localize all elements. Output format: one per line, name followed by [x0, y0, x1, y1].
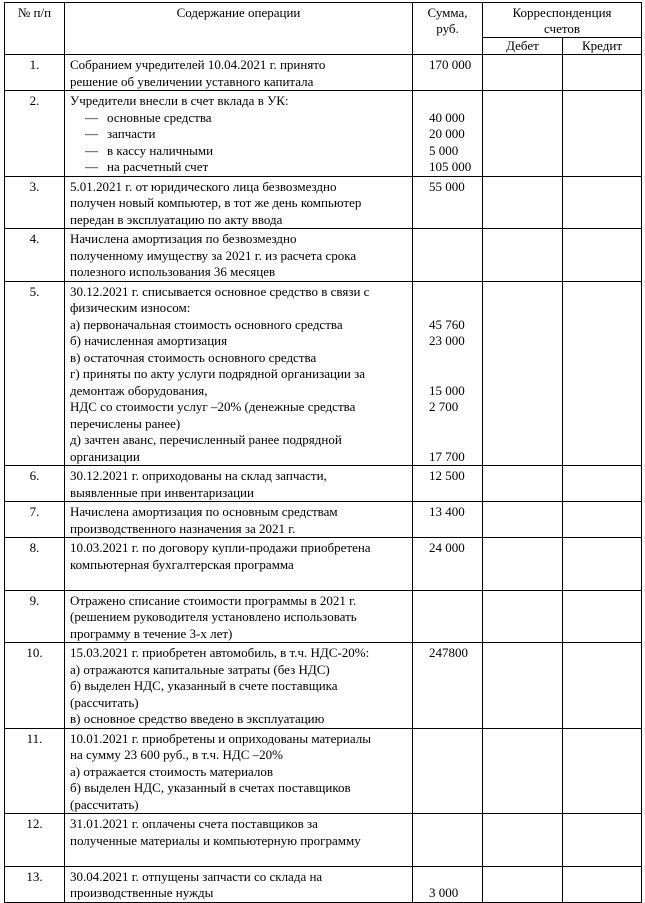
sum-value: [429, 833, 479, 850]
credit-cell[interactable]: [563, 281, 642, 466]
row-number: 12.: [5, 814, 65, 867]
sum-value: [429, 416, 479, 433]
debit-cell[interactable]: [483, 55, 563, 91]
sum-value: [429, 747, 479, 764]
row-number: 13.: [5, 866, 65, 902]
description-line: программу в течение 3-х лет): [70, 625, 233, 641]
debit-cell[interactable]: [483, 538, 563, 591]
table-row: [5, 866, 642, 902]
operation-sum: [413, 466, 483, 502]
table-row: [5, 176, 642, 229]
sum-value: 55 000: [429, 178, 465, 194]
operation-sum: [413, 538, 483, 591]
sum-value: [429, 764, 479, 781]
description-line: передан в эксплуатацию по акту ввода: [70, 211, 283, 227]
description-line: Начислена амортизация по безвозмездно: [70, 231, 297, 246]
sum-value: 105 000: [429, 159, 472, 174]
sum-value: [429, 626, 479, 643]
row-number: 7.: [5, 502, 65, 538]
row-number: 8.: [5, 538, 65, 591]
sum-value: 24 000: [429, 540, 465, 555]
sum-value: [429, 731, 479, 748]
row-number: 5.: [5, 281, 65, 466]
sum-value: [429, 432, 479, 449]
row-number: 6.: [5, 466, 65, 502]
header-debit: Дебет: [483, 38, 563, 55]
description-line: 15.03.2021 г. приобретен автомобиль, в т.ч. НДС-20%:: [70, 645, 370, 660]
debit-cell[interactable]: [483, 229, 563, 282]
credit-cell[interactable]: [563, 55, 642, 91]
operation-sum: [413, 814, 483, 867]
description-line: на сумму 23 600 руб., в т.ч. НДС –20%: [70, 747, 284, 762]
operation-sum: [413, 55, 483, 91]
description-line: полезного использования 36 месяцев: [70, 264, 276, 279]
description-line: д) зачтен аванс, перечисленный ранее подрядной: [70, 432, 342, 447]
operation-sum: [413, 281, 483, 466]
sum-value: [429, 74, 479, 91]
sum-value: 13 400: [429, 504, 465, 519]
header-sum: Сумма, руб.: [413, 3, 483, 55]
description-line: в) остаточная стоимость основного средства: [70, 349, 317, 365]
sum-value: 15 000: [429, 382, 465, 398]
description-line: (решением руководителя установлено использовать: [70, 609, 357, 624]
table-row: [5, 814, 642, 867]
row-number: 4.: [5, 229, 65, 282]
description-line: демонтаж оборудования,: [70, 382, 208, 398]
table-row: [5, 229, 642, 282]
row-number: 9.: [5, 590, 65, 643]
row-number: 10.: [5, 643, 65, 729]
sum-value: [429, 521, 479, 538]
header-content: Содержание операции: [65, 3, 413, 55]
description-line: перечислены ранее): [70, 415, 181, 431]
sum-value: 170 000: [429, 57, 472, 72]
credit-cell[interactable]: [563, 502, 642, 538]
sum-value: [429, 678, 479, 695]
debit-cell[interactable]: [483, 590, 563, 643]
sum-value: [429, 485, 479, 502]
description-line: б) выделен НДС, указанный в счете поставщика: [70, 678, 338, 693]
credit-cell[interactable]: [563, 590, 642, 643]
table-row: [5, 281, 642, 466]
description-line: выявленные при инвентаризации: [70, 484, 254, 500]
sum-value: [429, 662, 479, 679]
description-line: получен новый компьютер, в тот же день компьютер: [70, 195, 362, 210]
sum-value: [429, 195, 479, 212]
description-line: Начислена амортизация по основным средствам: [70, 504, 338, 519]
operation-sum: [413, 728, 483, 814]
sum-value: [429, 300, 479, 317]
description-line: б) начисленная амортизация: [70, 333, 228, 348]
sum-value: [429, 248, 479, 265]
sum-value: 45 760: [429, 316, 465, 332]
header-row: [5, 3, 642, 38]
list-item: — в кассу наличными: [70, 143, 409, 160]
sum-value: 3 000: [429, 885, 459, 900]
debit-cell[interactable]: [483, 643, 563, 729]
operation-sum: [413, 502, 483, 538]
description-line: производственные нужды: [70, 885, 214, 900]
sum-value: [429, 816, 479, 833]
operation-description: [65, 229, 413, 282]
debit-cell[interactable]: [483, 281, 563, 466]
description-line: Собранием учредителей 10.04.2021 г. принято: [70, 57, 326, 72]
operations-table: [4, 2, 642, 903]
description-line: полученные материалы и компьютерную программу: [70, 832, 361, 848]
sum-value: [429, 780, 479, 797]
description-line: полученному имуществу за 2021 г. из расчета срока: [70, 247, 357, 263]
credit-cell[interactable]: [563, 91, 642, 177]
credit-cell[interactable]: [563, 814, 642, 867]
header-num: № п/п: [5, 3, 65, 55]
operations-body: [5, 55, 642, 903]
row-number: 2.: [5, 91, 65, 177]
debit-cell[interactable]: [483, 466, 563, 502]
table-row: [5, 91, 642, 177]
description-line: 10.01.2021 г. приобретены и оприходованы материалы: [70, 730, 371, 746]
description-line: 10.03.2021 г. по договору купли-продажи приобретена: [70, 540, 371, 555]
credit-cell[interactable]: [563, 866, 642, 902]
row-number: 1.: [5, 55, 65, 91]
operation-sum: [413, 590, 483, 643]
operation-description: [65, 590, 413, 643]
sum-value: [429, 797, 479, 814]
sum-value: 17 700: [429, 448, 465, 464]
debit-cell[interactable]: [483, 866, 563, 902]
description-line: организации: [70, 448, 140, 464]
row-number: 3.: [5, 176, 65, 229]
description-line: Учредители внесли в счет вклада в УК:: [70, 93, 289, 108]
table-row: [5, 502, 642, 538]
description-line: в) основное средство введено в эксплуатацию: [70, 711, 325, 726]
sum-value: 247800: [429, 645, 468, 660]
operation-description: [65, 814, 413, 867]
operation-description: [65, 466, 413, 502]
debit-cell[interactable]: [483, 502, 563, 538]
credit-cell[interactable]: [563, 643, 642, 729]
list-item: — запчасти: [70, 126, 409, 143]
debit-cell[interactable]: [483, 176, 563, 229]
table-row: [5, 728, 642, 814]
description-line: Отражено списание стоимости программы в 2021 г.: [70, 592, 357, 608]
operation-description: [65, 538, 413, 591]
description-line: (рассчитать): [70, 694, 139, 710]
credit-cell[interactable]: [563, 229, 642, 282]
description-line: а) первоначальная стоимость основного средства: [70, 316, 343, 332]
description-line: 30.12.2021 г. списывается основное средство в связи с: [70, 283, 370, 299]
description-line: [70, 849, 409, 866]
table-row: [5, 466, 642, 502]
sum-value: [429, 350, 479, 367]
debit-cell[interactable]: [483, 814, 563, 867]
sum-value: 20 000: [429, 126, 465, 141]
operation-description: [65, 176, 413, 229]
operation-sum: [413, 229, 483, 282]
sum-value: [429, 366, 479, 383]
description-line: производственного назначения за 2021 г.: [70, 520, 296, 536]
credit-cell[interactable]: [563, 466, 642, 502]
operation-sum: [413, 866, 483, 902]
credit-cell[interactable]: [563, 538, 642, 591]
credit-cell[interactable]: [563, 176, 642, 229]
operation-description: [65, 55, 413, 91]
description-line: 30.12.2021 г. оприходованы на склад запчасти,: [70, 468, 327, 483]
sum-value: [429, 93, 479, 110]
sum-value: 23 000: [429, 333, 465, 348]
description-line: компьютерная бухгалтерская программа: [70, 556, 294, 572]
sum-value: [429, 231, 479, 248]
sum-value: 40 000: [429, 109, 465, 125]
description-line: [70, 573, 409, 590]
sum-value: [429, 264, 479, 281]
sum-value: [429, 593, 479, 610]
list-item: — основные средства: [70, 110, 409, 127]
sum-value: [429, 573, 479, 590]
description-line: 31.01.2021 г. оплачены счета поставщиков за: [70, 816, 318, 831]
sum-value: 5 000: [429, 142, 459, 158]
description-line: б) выделен НДС, указанный в счетах поставщиков: [70, 780, 351, 795]
description-line: физическим износом:: [70, 300, 191, 315]
sum-value: [429, 695, 479, 712]
debit-cell[interactable]: [483, 91, 563, 177]
description-line: (рассчитать): [70, 796, 139, 812]
credit-cell[interactable]: [563, 728, 642, 814]
description-line: а) отражается стоимость материалов: [70, 763, 274, 779]
operation-description: [65, 281, 413, 466]
sum-value: [429, 212, 479, 229]
description-line: решение об увеличении уставного капитала: [70, 73, 314, 89]
table-row: [5, 55, 642, 91]
sum-value: [429, 869, 479, 886]
description-line: а) отражаются капитальные затраты (без НДС): [70, 661, 330, 677]
table-row: [5, 643, 642, 729]
operation-sum: [413, 643, 483, 729]
sum-value: [429, 609, 479, 626]
sum-value: 2 700: [429, 399, 459, 414]
description-line: г) приняты по акту услуги подрядной организации за: [70, 366, 366, 381]
operation-sum: [413, 91, 483, 177]
header-credit: Кредит: [563, 38, 642, 55]
row-number: 11.: [5, 728, 65, 814]
description-line: НДС со стоимости услуг –20% (денежные средства: [70, 399, 356, 414]
operation-description: [65, 866, 413, 902]
header-correspondence: Корреспонденция счетов: [483, 3, 642, 38]
sum-value: [429, 711, 479, 728]
sum-value: [429, 284, 479, 301]
table-row: [5, 538, 642, 591]
operation-description: [65, 728, 413, 814]
operation-sum: [413, 176, 483, 229]
sum-value: [429, 557, 479, 574]
operation-description: [65, 643, 413, 729]
description-line: 30.04.2021 г. отпущены запчасти со склада на: [70, 868, 323, 884]
list-item: — на расчетный счет: [70, 159, 409, 176]
operation-description: [65, 502, 413, 538]
table-row: [5, 590, 642, 643]
operation-description: [65, 91, 413, 177]
sum-value: [429, 849, 479, 866]
debit-cell[interactable]: [483, 728, 563, 814]
description-line: 5.01.2021 г. от юридического лица безвозмездно: [70, 178, 337, 194]
sum-value: 12 500: [429, 468, 465, 483]
